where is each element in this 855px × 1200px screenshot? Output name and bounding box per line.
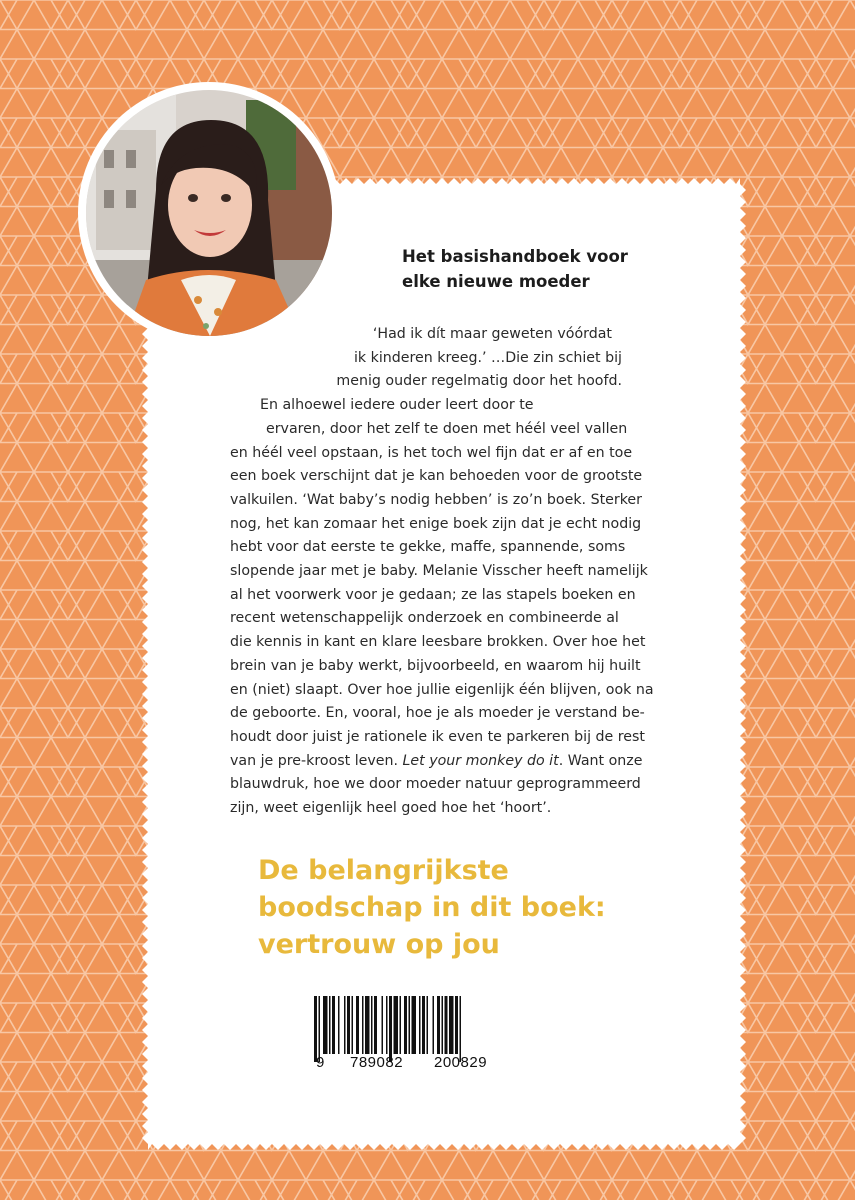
barcode-bar	[412, 996, 417, 1054]
barcode-bar	[356, 996, 359, 1054]
body-line-text: de geboorte. En, vooral, hoe je als moeder je verstand be-	[230, 705, 645, 722]
barcode-bar	[400, 996, 402, 1054]
barcode-bar	[427, 996, 429, 1054]
body-line	[230, 750, 643, 774]
tagline-line-1: De belangrijkste	[258, 855, 509, 886]
body-line-text: en (niet) slaapt. Over hoe jullie eigenlijk één blijven, ook na	[230, 681, 654, 698]
barcode-bar	[382, 996, 384, 1054]
body-line	[230, 418, 628, 442]
barcode-bar	[394, 996, 399, 1054]
body-line	[230, 726, 645, 750]
barcode-bar	[437, 996, 440, 1054]
body-line	[230, 347, 622, 371]
body-line	[230, 442, 633, 466]
tagline	[258, 852, 638, 963]
barcode-bar	[419, 996, 421, 1054]
barcode-bar	[319, 996, 321, 1062]
barcode-bar	[433, 996, 435, 1054]
body-line	[230, 323, 622, 347]
body-line-italic: Let your monkey do it	[402, 752, 559, 769]
subtitle	[402, 244, 662, 294]
body-line-text: slopende jaar met je baby. Melanie Visscher heeft namelijk	[230, 563, 648, 580]
barcode-bar	[404, 996, 407, 1054]
barcode-bar	[442, 996, 444, 1054]
barcode-bar	[445, 996, 448, 1054]
body-line-text: hebt voor dat eerste te gekke, maffe, spannende, soms	[230, 539, 626, 556]
isbn-group-1: 789082	[350, 1054, 404, 1071]
body-line	[230, 465, 643, 489]
barcode-bar	[338, 996, 340, 1054]
author-portrait-image	[86, 90, 332, 336]
body-line	[230, 394, 622, 418]
body-line	[230, 560, 648, 584]
barcode-bar	[409, 996, 411, 1054]
isbn-prefix-digit: 9	[316, 1054, 325, 1071]
body-line-text: menig ouder regelmatig door het hoofd.	[336, 373, 622, 390]
barcode-bar	[314, 996, 317, 1062]
barcode-bar	[344, 996, 346, 1054]
body-line-text: En alhoewel iedere ouder leert door te	[260, 397, 534, 414]
body-line	[230, 513, 642, 537]
barcode-bar	[347, 996, 350, 1054]
barcode-bar	[362, 996, 364, 1054]
body-line-text: blauwdruk, hoe we door moeder natuur geprogrammeerd	[230, 776, 641, 793]
body-line	[230, 773, 641, 797]
barcode-bar	[389, 996, 392, 1062]
barcode-bar	[329, 996, 331, 1054]
body-line-text: die kennis in kant en klare leesbare brokken. Over hoe het	[230, 634, 646, 651]
body-line-text: brein van je baby werkt, bijvoorbeeld, en waarom hij huilt	[230, 657, 641, 674]
body-line	[230, 584, 636, 608]
body-line-text: recent wetenschappelijk onderzoek en combineerde al	[230, 610, 619, 627]
body-line	[230, 370, 622, 394]
body-line-text: al het voorwerk voor je gedaan; ze las stapels boeken en	[230, 586, 636, 603]
body-line	[230, 607, 622, 631]
body-line-text: ‘Had ik dít maar geweten vóórdat	[372, 326, 612, 342]
barcode-bar	[371, 996, 373, 1054]
body-line	[230, 489, 642, 513]
barcode-bar	[455, 996, 458, 1054]
body-line-after: . Want onze	[558, 752, 643, 769]
barcode-bar	[332, 996, 335, 1054]
body-line-text: ervaren, door het zelf te doen met héél veel vallen	[266, 420, 628, 437]
subtitle-line-2: elke nieuwe moeder	[402, 272, 590, 291]
tagline-line-3: vertrouw op jou	[258, 929, 500, 960]
isbn-barcode	[314, 996, 512, 1062]
barcode-bar	[449, 996, 454, 1054]
author-photo	[78, 82, 340, 344]
body-line	[230, 679, 654, 703]
body-text	[230, 323, 654, 821]
body-line	[230, 631, 646, 655]
body-line-text: zijn, weet eigenlijk heel goed hoe het ‘hoort’.	[230, 800, 552, 817]
barcode-bar	[323, 996, 328, 1054]
body-line-text: valkuilen. ‘Wat baby’s nodig hebben’ is zo’n boek. Sterker	[230, 491, 642, 508]
body-line-text: van je pre-kroost leven.	[230, 752, 403, 769]
tagline-line-2: boodschap in dit boek:	[258, 892, 606, 923]
body-line-text: houdt door juist je rationele ik even te parkeren bij de rest	[230, 728, 645, 745]
barcode-bar	[365, 996, 370, 1054]
body-line	[230, 655, 641, 679]
barcode-bar	[352, 996, 354, 1054]
body-line	[230, 702, 645, 726]
barcode-bar	[422, 996, 425, 1054]
isbn-group-2: 200829	[434, 1054, 488, 1071]
body-line	[230, 536, 626, 560]
barcode-bar	[374, 996, 377, 1054]
subtitle-line-1: Het basishandboek voor	[402, 247, 628, 266]
barcode-bar	[460, 996, 462, 1062]
body-line-text: een boek verschijnt dat je kan behoeden voor de grootste	[230, 468, 643, 485]
barcode-bar	[386, 996, 388, 1054]
body-line-text: nog, het kan zomaar het enige boek zijn dat je echt nodig	[230, 515, 642, 532]
body-line	[230, 797, 622, 821]
body-line-text: ik kinderen kreeg.’ …Die zin schiet bij	[353, 349, 622, 366]
body-line-text: en héél veel opstaan, is het toch wel fijn dat er af en toe	[230, 444, 633, 461]
